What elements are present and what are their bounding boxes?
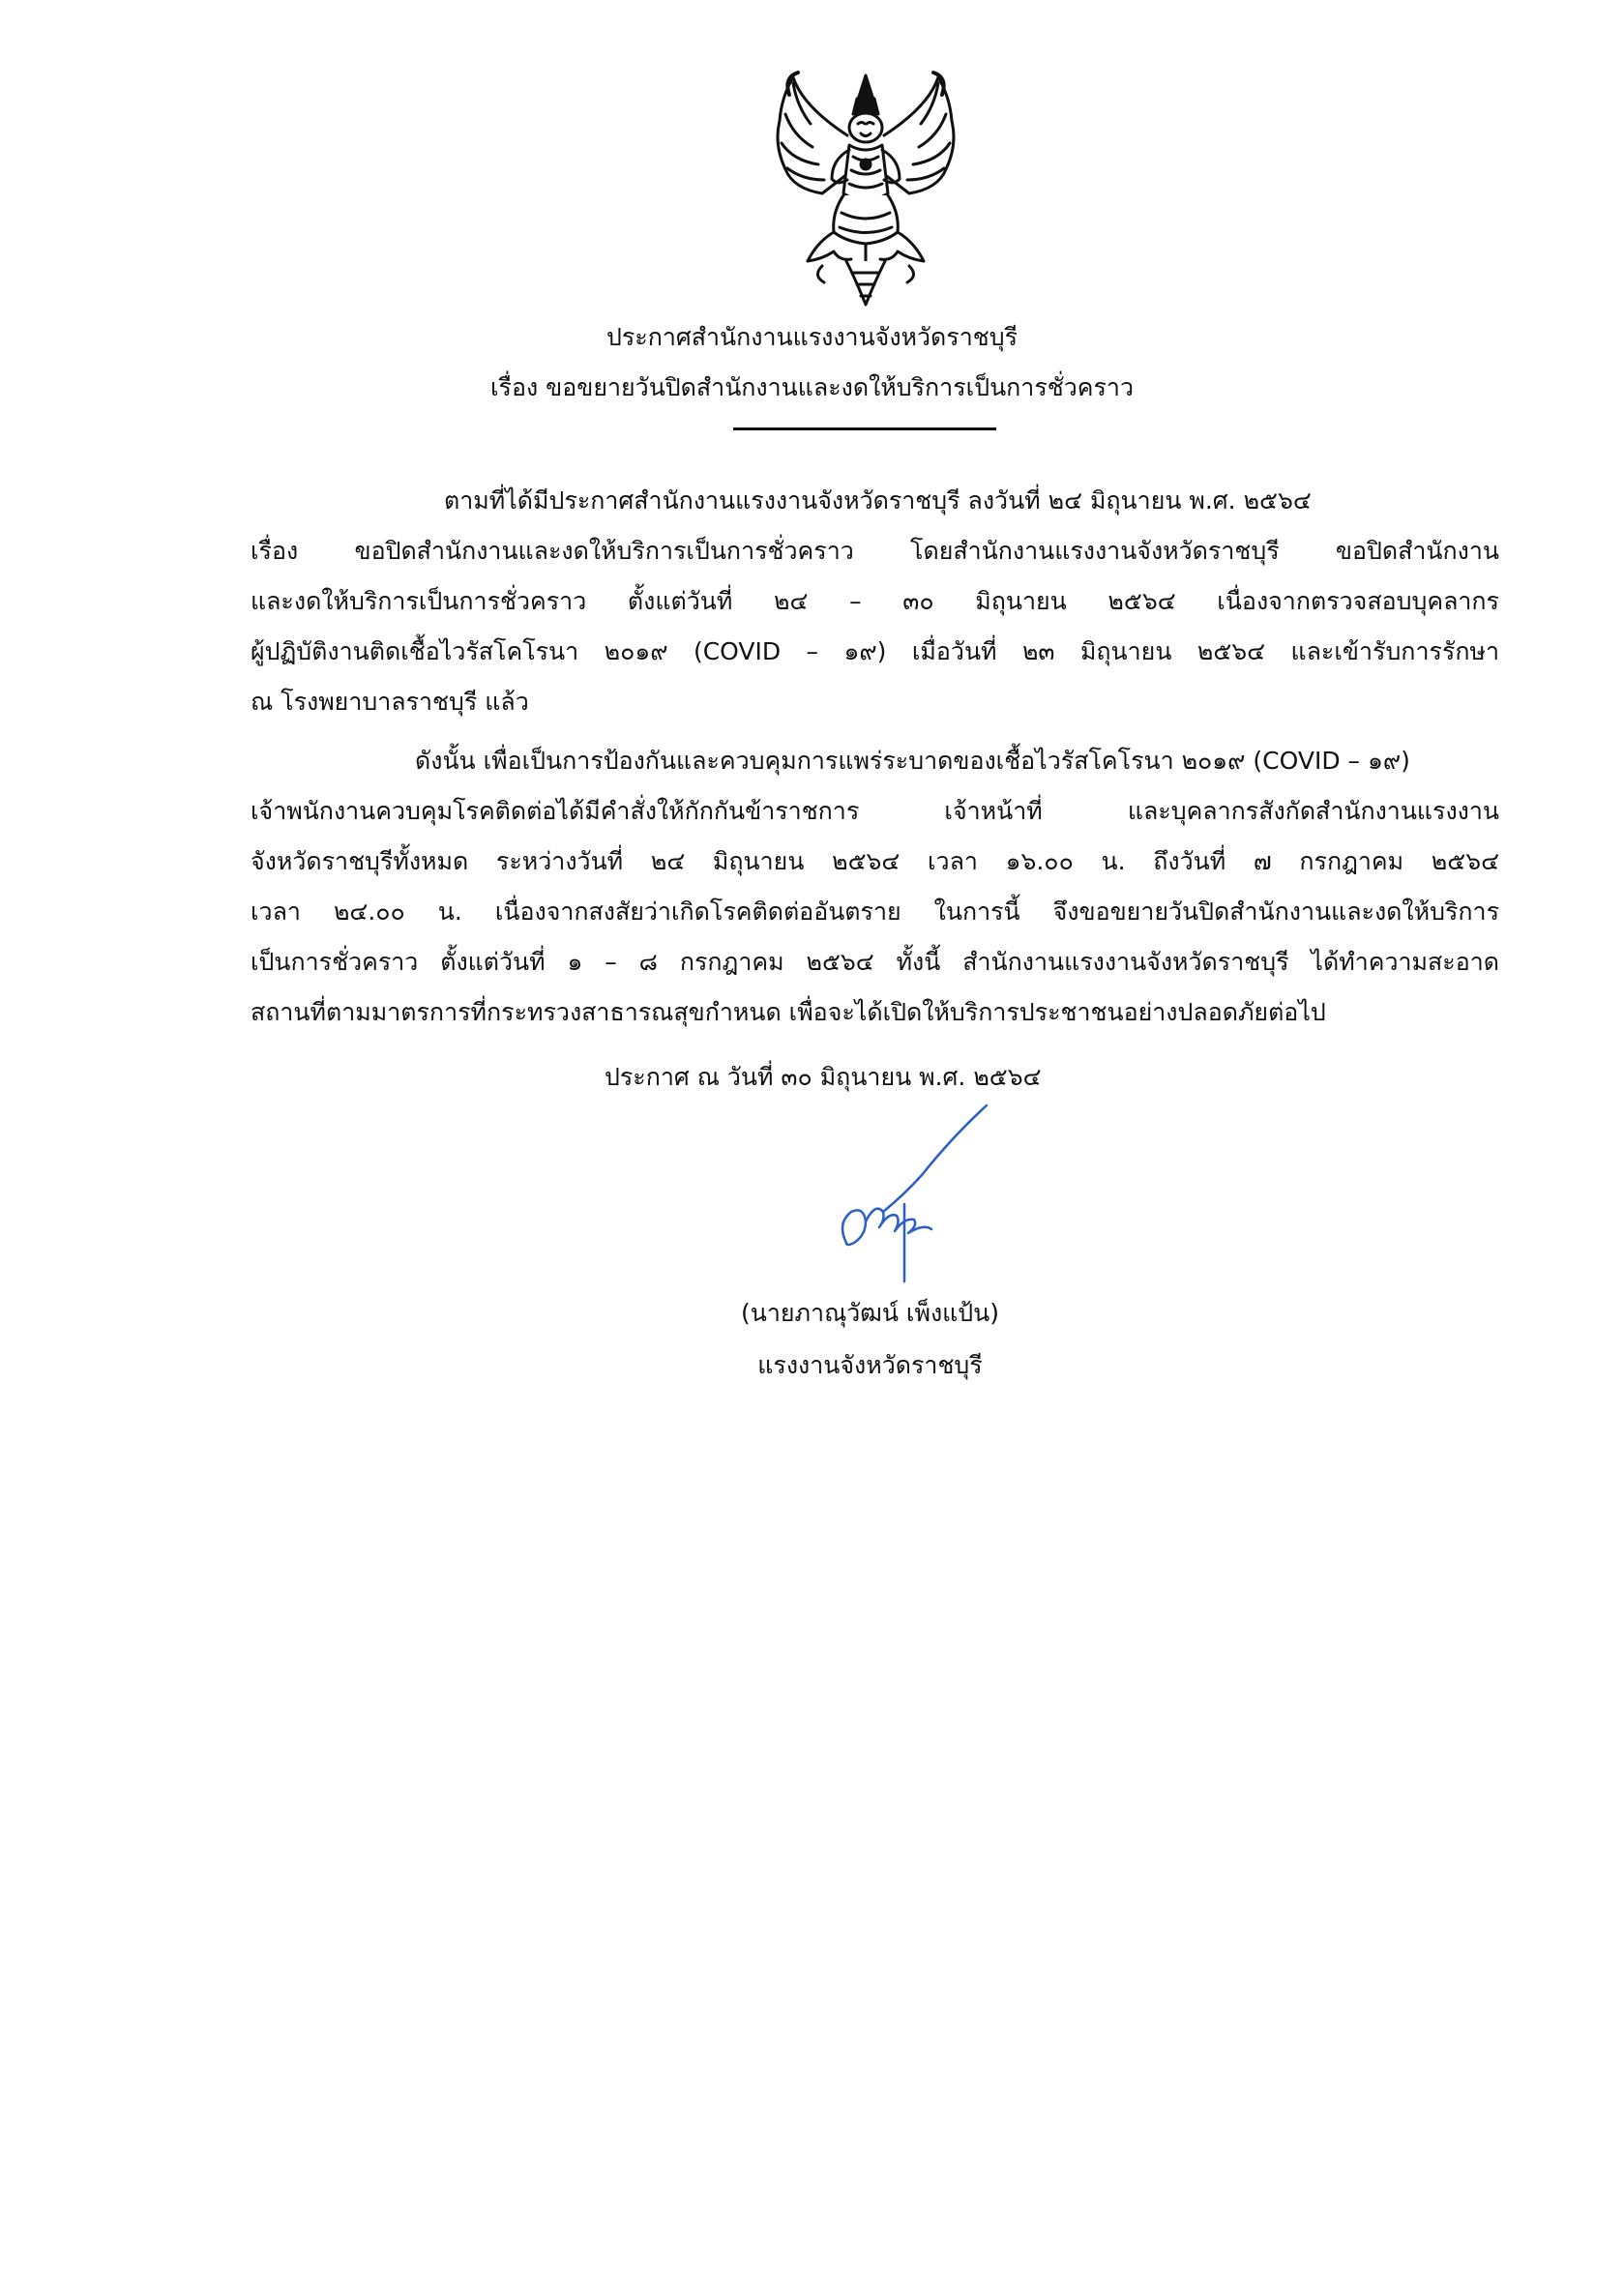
paragraph-2-line: เป็นการชั่วคราว ตั้งแต่วันที่ ๑ – ๘ กรกฎาคม ๒๕๖๔ ทั้งนี้ สำนักงานแรงงานจังหวัดราชบุรี ได้ทำความสะอาด	[251, 948, 1499, 976]
handwritten-signature	[808, 1098, 1001, 1291]
paragraph-2-line: ดังนั้น เพื่อเป็นการป้องกันและควบคุมการแพร่ระบาดของเชื้อไวรัสโคโรนา ๒๐๑๙ (COVID – ๑๙)	[415, 747, 1410, 775]
announcement-date: ประกาศ ณ วันที่ ๓๐ มิถุนายน พ.ศ. ๒๕๖๔	[605, 1063, 1042, 1091]
announcement-title: ประกาศสำนักงานแรงงานจังหวัดราชบุรี	[605, 323, 1019, 351]
paragraph-1-line: ผู้ปฏิบัติงานติดเชื้อไวรัสโคโรนา ๒๐๑๙ (COVID – ๑๙) เมื่อวันที่ ๒๓ มิถุนายน ๒๕๖๔ และเข้ารับการรักษา	[251, 637, 1499, 665]
paragraph-1-line: ณ โรงพยาบาลราชบุรี แล้ว	[251, 688, 529, 716]
paragraph-1-line: และงดให้บริการเป็นการชั่วคราว ตั้งแต่วันที่ ๒๔ – ๓๐ มิถุนายน ๒๕๖๔ เนื่องจากตรวจสอบบุคลากร	[251, 587, 1499, 615]
garuda-emblem-icon	[764, 68, 967, 314]
paragraph-2-line: จังหวัดราชบุรีทั้งหมด ระหว่างวันที่ ๒๔ มิถุนายน ๒๕๖๔ เวลา ๑๖.๐๐ น. ถึงวันที่ ๗ กรกฎาคม ๒๕๖๔	[251, 847, 1499, 875]
paragraph-2-line: เจ้าพนักงานควบคุมโรคติดต่อได้มีคำสั่งให้กักกันข้าราชการ เจ้าหน้าที่ และบุคลากรสังกัดสำนักงานแรงงาน	[251, 797, 1499, 825]
signer-name: (นายภาณุวัฒน์ เพ็งแป้น)	[741, 1299, 999, 1327]
paragraph-1-line: เรื่อง ขอปิดสำนักงานและงดให้บริการเป็นการชั่วคราว โดยสำนักงานแรงงานจังหวัดราชบุรี ขอปิดสำนักงาน	[251, 537, 1499, 565]
paragraph-1-line: ตามที่ได้มีประกาศสำนักงานแรงงานจังหวัดราชบุรี ลงวันที่ ๒๔ มิถุนายน พ.ศ. ๒๕๖๔	[444, 486, 1312, 515]
paragraph-2-line: เวลา ๒๔.๐๐ น. เนื่องจากสงสัยว่าเกิดโรคติดต่ออันตราย ในการนี้ จึงขอขยายวันปิดสำนักงานและงดให้บริการ	[251, 898, 1499, 926]
signer-position: แรงงานจังหวัดราชบุรี	[757, 1351, 983, 1379]
paragraph-2-line: สถานที่ตามมาตรการที่กระทรวงสาธารณสุขกำหนด เพื่อจะได้เปิดให้บริการประชาชนอย่างปลอดภัยต่อไป	[251, 998, 1326, 1026]
announcement-subject: เรื่อง ขอขยายวันปิดสำนักงานและงดให้บริการเป็นการชั่วคราว	[490, 373, 1134, 401]
title-divider	[733, 427, 996, 430]
